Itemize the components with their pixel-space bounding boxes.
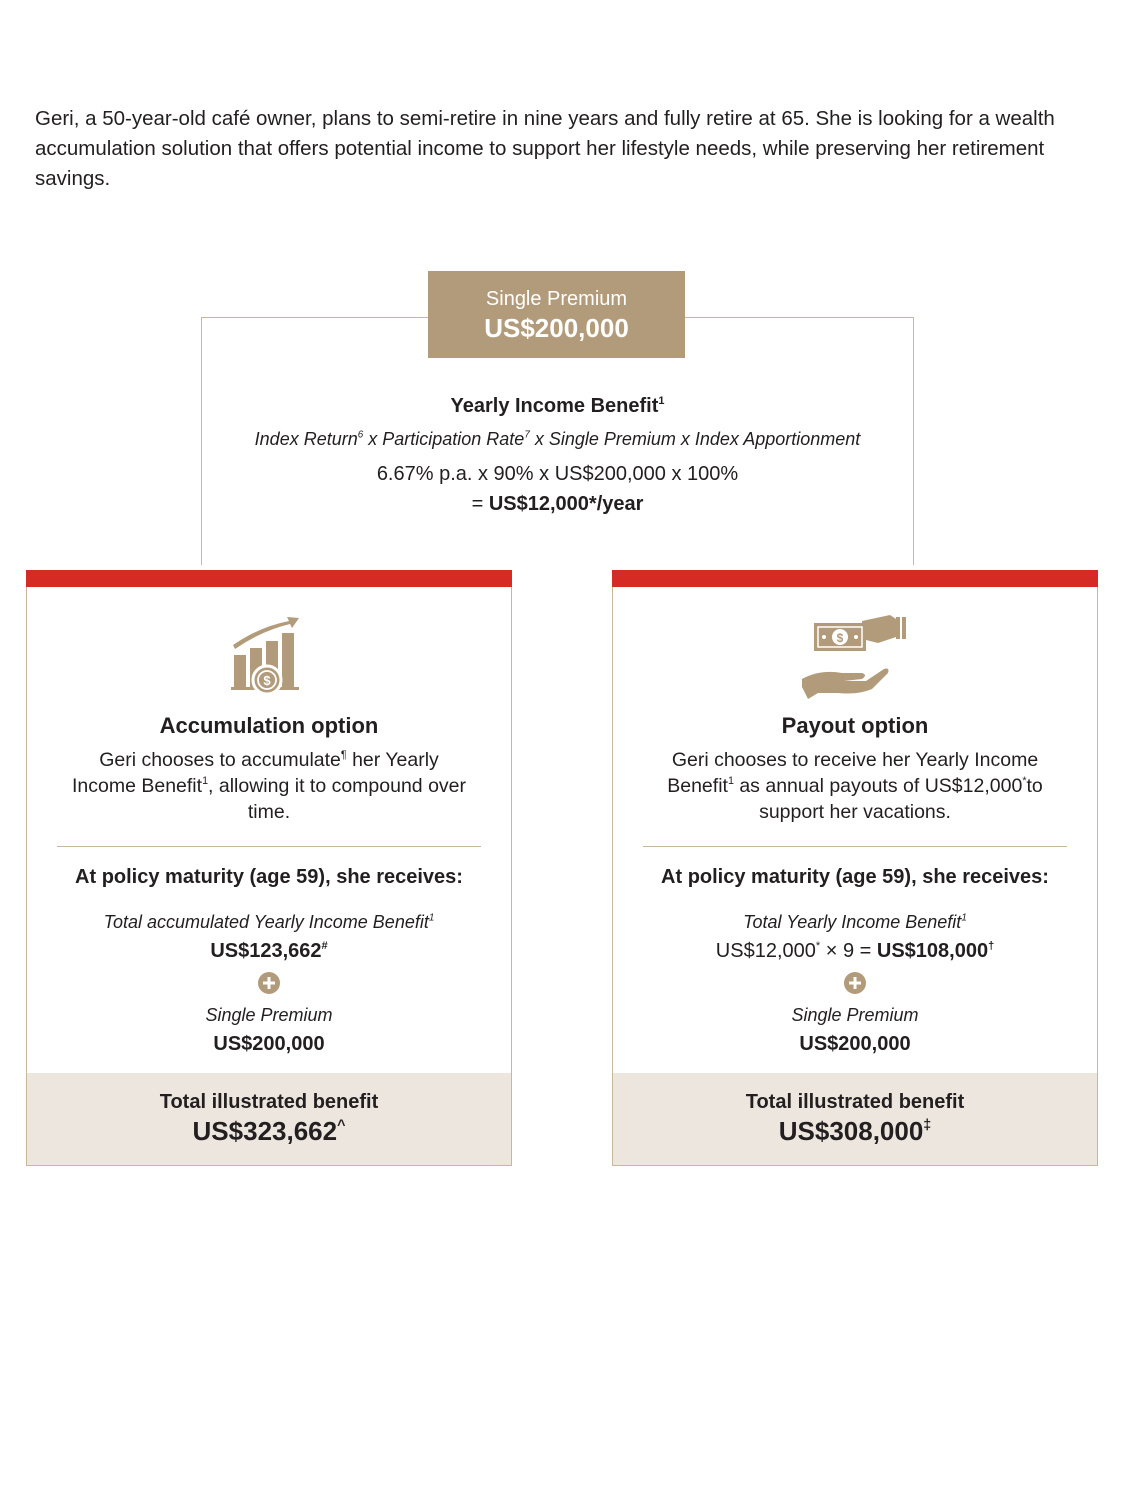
accumulation-option-title: Accumulation option [159, 713, 379, 738]
accumulation-option-card [26, 570, 512, 1166]
accumulation-option-description: Geri chooses to accumulate¶ her Yearly Income Benefit$^1$, allowing it to compound over time. [71, 748, 467, 823]
card-accent-bar [612, 570, 1098, 587]
plus-circle-icon [843, 971, 867, 995]
card-accent-bar [26, 570, 512, 587]
single-premium-amount: US$200,000 [484, 313, 629, 343]
yearly-income-formula: Index Return$^6$ x Participation Rate$^7$ x Single Premium x Index Apportionment [254, 429, 861, 449]
payout-option-description: Geri chooses to receive her Yearly Income Benefit$^1$ as annual payouts of US$12,000*to support her vacations. [667, 749, 1043, 823]
intro-paragraph: Geri, a 50-year-old café owner, plans to semi-retire in nine years and fully retire at 65. She is looking for a wealth accumulation solution that offers potential income to support her lifestyle needs, while preserving her retirement savings. [35, 107, 1055, 190]
plus-circle-icon [257, 971, 281, 995]
yearly-income-result: = US$12,000*/year [471, 493, 644, 515]
hand-cash-payout-icon [800, 613, 910, 699]
accumulation-total-value: US$323,662^ [192, 1116, 346, 1146]
connector-right [913, 317, 914, 565]
payout-total-footer [613, 1073, 1097, 1165]
svg-text:$: $ [836, 631, 844, 645]
payout-item2-label: Single Premium [791, 1005, 919, 1025]
accumulation-total-label: Total illustrated benefit [159, 1091, 379, 1113]
svg-text:$: $ [263, 673, 271, 688]
growth-chart-dollar-icon [229, 613, 309, 699]
accumulation-item1-value: US$123,662# [210, 939, 328, 962]
yearly-income-calculation: 6.67% p.a. x 90% x US$200,000 x 100% [376, 463, 739, 485]
accumulation-item2-label: Single Premium [205, 1005, 333, 1025]
yearly-income-title: Yearly Income Benefit$^1$ [450, 394, 665, 417]
card-divider [57, 846, 481, 847]
payout-total-label: Total illustrated benefit [745, 1091, 965, 1113]
single-premium-box [428, 271, 685, 358]
payout-item1-label: Total Yearly Income Benefit$^1$ [743, 912, 967, 932]
accumulation-total-footer [27, 1073, 511, 1165]
payout-option-title: Payout option [781, 713, 929, 738]
single-premium-label: Single Premium [485, 288, 628, 310]
card-divider [643, 846, 1067, 847]
accumulation-maturity-heading: At policy maturity (age 59), she receives: [75, 866, 463, 888]
accumulation-item2-value: US$200,000 [213, 1033, 325, 1055]
payout-maturity-heading: At policy maturity (age 59), she receives: [661, 866, 1049, 888]
payout-item2-value: US$200,000 [799, 1033, 911, 1055]
connector-top-right [684, 317, 914, 318]
connector-top-left [201, 317, 429, 318]
accumulation-item1-label: Total accumulated Yearly Income Benefit$^1$ [103, 912, 435, 932]
payout-total-value: US$308,000‡ [778, 1116, 932, 1146]
payout-option-card [612, 570, 1098, 1166]
payout-item1-value: US$12,000* × 9 = US$108,000† [715, 939, 995, 962]
